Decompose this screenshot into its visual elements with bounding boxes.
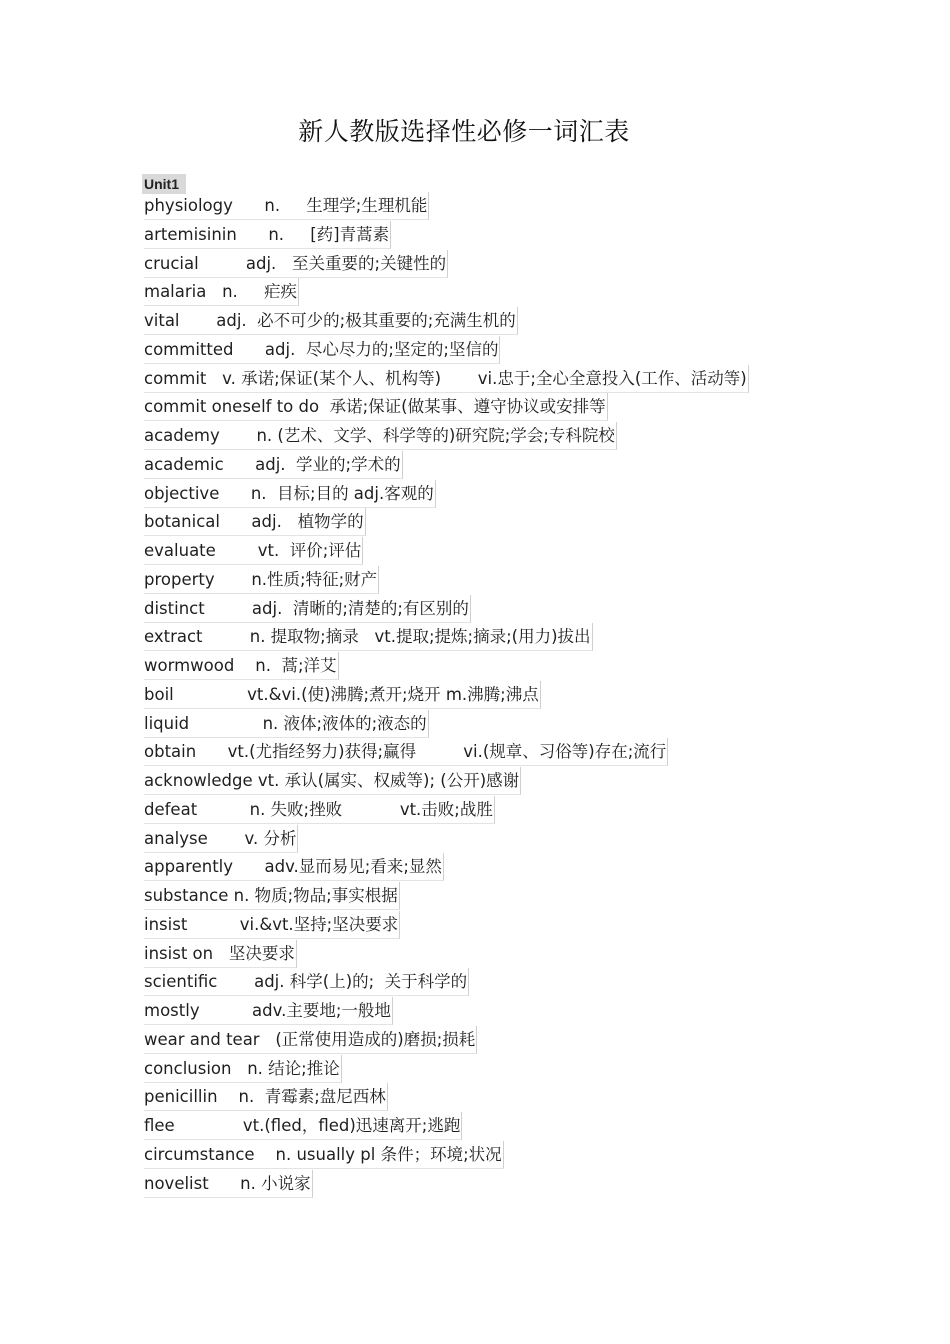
vocabulary-entry-text: analyse v. 分析 (144, 825, 298, 853)
vocabulary-entry-text: substance n. 物质;物品;事实根据 (144, 882, 400, 910)
document-title: 新人教版选择性必修一词汇表 (298, 117, 630, 146)
vocabulary-entry-text: malaria n. 疟疾 (144, 278, 299, 306)
vocabulary-entry (144, 968, 749, 997)
vocabulary-entry-text: vital adj. 必不可少的;极其重要的;充满生机的 (144, 307, 518, 335)
vocabulary-entry-text: academic adj. 学业的;学术的 (144, 451, 403, 479)
vocabulary-entry (144, 192, 749, 221)
vocabulary-entry (144, 623, 749, 652)
vocabulary-entry (144, 940, 749, 969)
vocabulary-entry-text: wear and tear (正常使用造成的)磨损;损耗 (144, 1026, 477, 1054)
vocabulary-entry-text: crucial adj. 至关重要的;关键性的 (144, 250, 448, 278)
vocabulary-entry (144, 451, 749, 480)
vocabulary-entry (144, 480, 749, 509)
vocabulary-entry (144, 997, 749, 1026)
vocabulary-entry-text: liquid n. 液体;液体的;液态的 (144, 710, 429, 738)
vocabulary-entry-text: defeat n. 失败;挫败 vt.击败;战胜 (144, 796, 495, 824)
vocabulary-entry-text: commit v. 承诺;保证(某个人、机构等) vi.忠于;全心全意投入(工作、活动等) (144, 365, 749, 393)
vocabulary-entry-text: insist on 坚决要求 (144, 940, 297, 968)
vocabulary-entry (144, 767, 749, 796)
vocabulary-entry (144, 365, 749, 394)
vocabulary-entry (144, 710, 749, 739)
vocabulary-list (144, 192, 749, 1198)
vocabulary-entry (144, 422, 749, 451)
unit-heading: Unit1 (142, 174, 186, 194)
vocabulary-entry (144, 1141, 749, 1170)
vocabulary-entry (144, 508, 749, 537)
vocabulary-entry-text: novelist n. 小说家 (144, 1170, 313, 1198)
vocabulary-entry-text: mostly adv.主要地;一般地 (144, 997, 393, 1025)
vocabulary-entry (144, 307, 749, 336)
vocabulary-entry (144, 566, 749, 595)
vocabulary-entry-text: obtain vt.(尤指经努力)获得;赢得 vi.(规章、习俗等)存在;流行 (144, 738, 668, 766)
vocabulary-entry-text: penicillin n. 青霉素;盘尼西林 (144, 1083, 388, 1111)
vocabulary-entry (144, 681, 749, 710)
vocabulary-entry (144, 250, 749, 279)
vocabulary-entry (144, 825, 749, 854)
vocabulary-entry-text: circumstance n. usually pl 条件；环境;状况 (144, 1141, 504, 1169)
vocabulary-entry-text: wormwood n. 蒿;洋艾 (144, 652, 339, 680)
vocabulary-entry-text: extract n. 提取物;摘录 vt.提取;提炼;摘录;(用力)拔出 (144, 623, 593, 651)
vocabulary-entry-text: physiology n. 生理学;生理机能 (144, 192, 429, 220)
vocabulary-entry-text: commit oneself to do 承诺;保证(做某事、遵守协议或安排等 (144, 393, 608, 421)
vocabulary-entry-text: property n.性质;特征;财产 (144, 566, 379, 594)
vocabulary-entry-text: objective n. 目标;目的 adj.客观的 (144, 480, 436, 508)
vocabulary-entry (144, 595, 749, 624)
vocabulary-entry-text: acknowledge vt. 承认(属实、权威等); (公开)感谢 (144, 767, 521, 795)
vocabulary-entry-text: flee vt.(fled，fled)迅速离开;逃跑 (144, 1112, 462, 1140)
vocabulary-entry (144, 1055, 749, 1084)
vocabulary-entry-text: scientific adj. 科学(上)的; 关于科学的 (144, 968, 469, 996)
vocabulary-entry-text: academy n. (艺术、文学、科学等的)研究院;学会;专科院校 (144, 422, 617, 450)
vocabulary-entry (144, 336, 749, 365)
vocabulary-entry (144, 278, 749, 307)
vocabulary-entry-text: botanical adj. 植物学的 (144, 508, 366, 536)
vocabulary-entry (144, 1112, 749, 1141)
vocabulary-entry-text: evaluate vt. 评价;评估 (144, 537, 363, 565)
vocabulary-entry (144, 738, 749, 767)
vocabulary-entry (144, 882, 749, 911)
vocabulary-entry-text: artemisinin n. [药]青蒿素 (144, 221, 391, 249)
vocabulary-entry (144, 911, 749, 940)
vocabulary-entry (144, 1083, 749, 1112)
vocabulary-entry-text: insist vi.&vt.坚持;坚决要求 (144, 911, 400, 939)
vocabulary-entry (144, 652, 749, 681)
vocabulary-entry (144, 1026, 749, 1055)
vocabulary-entry (144, 1170, 749, 1199)
vocabulary-entry-text: conclusion n. 结论;推论 (144, 1055, 342, 1083)
vocabulary-entry (144, 221, 749, 250)
vocabulary-entry (144, 853, 749, 882)
vocabulary-entry (144, 537, 749, 566)
vocabulary-entry (144, 393, 749, 422)
vocabulary-entry (144, 796, 749, 825)
vocabulary-entry-text: boil vt.&vi.(使)沸腾;煮开;烧开 m.沸腾;沸点 (144, 681, 541, 709)
vocabulary-entry-text: committed adj. 尽心尽力的;坚定的;坚信的 (144, 336, 500, 364)
vocabulary-entry-text: distinct adj. 清晰的;清楚的;有区别的 (144, 595, 471, 623)
vocabulary-entry-text: apparently adv.显而易见;看来;显然 (144, 853, 444, 881)
